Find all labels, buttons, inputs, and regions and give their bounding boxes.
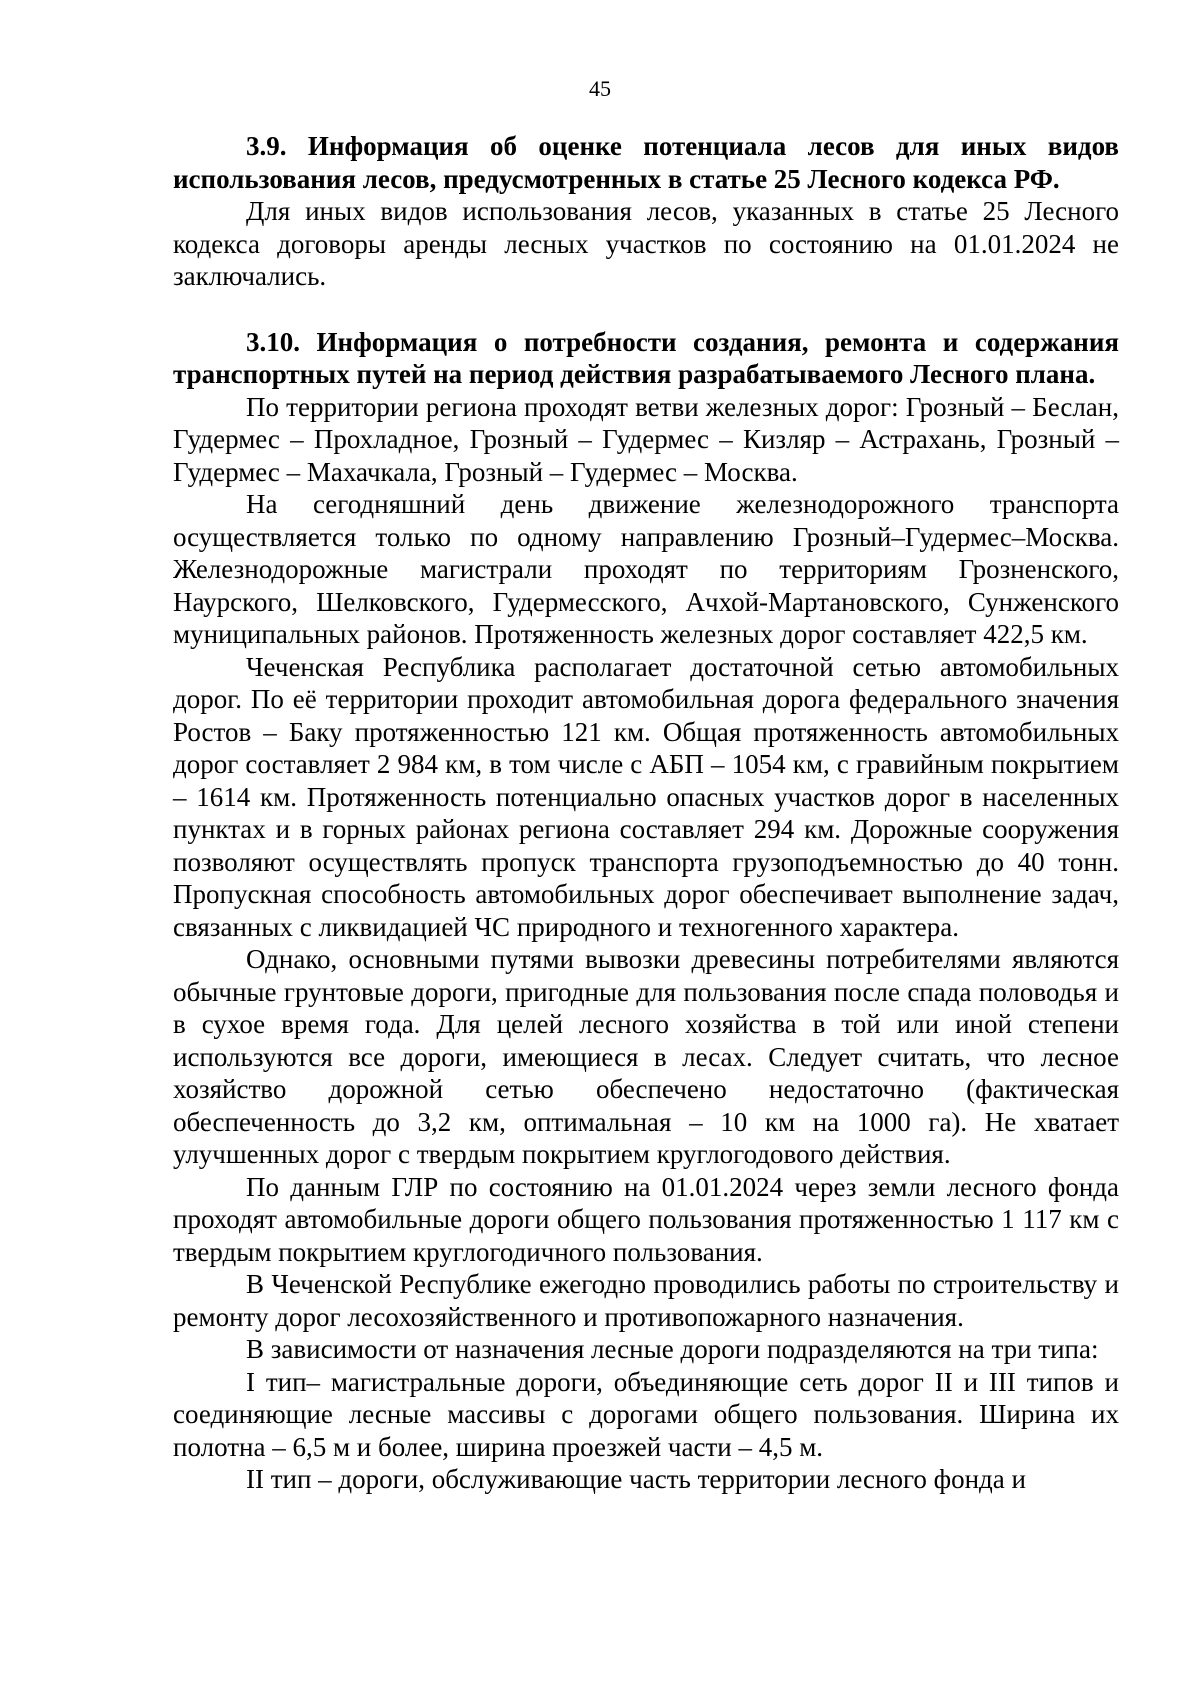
page-content xyxy=(173,130,1119,1496)
section-3-10-paragraph-glr-data: По данным ГЛР по состоянию на 01.01.2024 через земли лесного фонда проходят автомобильные дороги общего пользования протяженностью 1 117 км с твердым покрытием круглогодичного пользования. xyxy=(173,1171,1119,1267)
page-number: 45 xyxy=(589,76,611,101)
section-3-9-paragraph: Для иных видов использования лесов, указанных в статье 25 Лесного кодекса договоры аренды лесных участков по состоянию на 01.01.2024 не заключались. xyxy=(173,196,1119,291)
section-3-10-heading: 3.10. Информация о потребности создания, ремонта и содержания транспортных путей на период действия разрабатываемого Лесного плана. xyxy=(173,326,1119,389)
section-3-10-paragraph-type-1: I тип– магистральные дороги, объединяющие сеть дорог II и III типов и соединяющие лесные массивы с дорогами общего пользования. Ширина их полотна – 6,5 м и более, ширина проезжей части – 4,5 м. xyxy=(173,1366,1119,1462)
section-3-10-paragraph-construction: В Чеченской Республике ежегодно проводились работы по строительству и ремонту дорог лесохозяйственного и противопожарного назначения. xyxy=(173,1269,1119,1332)
section-3-10-paragraph-railways: По территории региона проходят ветви железных дорог: Грозный – Беслан, Гудермес – Прохладное, Грозный – Гудермес – Кизляр – Астрахань, Грозный – Гудермес – Махачкала, Грозный – Гудермес – Москва. xyxy=(173,391,1119,487)
section-3-10-paragraph-road-types: В зависимости от назначения лесные дороги подразделяются на три типа: xyxy=(246,1334,1099,1364)
section-3-9-heading: 3.9. Информация об оценке потенциала лесов для иных видов использования лесов, предусмотренных в статье 25 Лесного кодекса РФ. xyxy=(173,131,1119,194)
section-3-10-paragraph-roads: Чеченская Республика располагает достаточной сетью автомобильных дорог. По её территории проходит автомобильная дорога федерального значения Ростов – Баку протяженностью 121 км. Общая протяженность автомобильных дорог составляет 2 984 км, в том числе с АБП – 1054 км, с гравийным покрытием – 1614 км. Протяженность потенциально опасных участков дорог в населенных пунктах и в горных районах региона составляет 294 км. Дорожные сооружения позволяют осуществлять пропуск транспорта грузоподъемностью до 40 тонн. Пропускная способность автомобильных дорог обеспечивает выполнение задач, связанных с ликвидацией ЧС природного и техногенного характера. xyxy=(173,651,1119,942)
section-3-10-paragraph-rail-traffic: На сегодняшний день движение железнодорожного транспорта осуществляется только по одному направлению Грозный–Гудермес–Москва. Железнодорожные магистрали проходят по территориям Грозненского, Наурского, Шелковского, Гудермесского, Ачхой-Мартановского, Сунженского муниципальных районов. Протяженность железных дорог составляет 422,5 км. xyxy=(173,489,1119,649)
section-3-10-paragraph-type-2: II тип – дороги, обслуживающие часть территории лесного фонда и xyxy=(246,1464,1026,1494)
section-3-10-paragraph-timber-roads: Однако, основными путями вывозки древесины потребителями являются обычные грунтовые дороги, пригодные для пользования после спада половодья и в сухое время года. Для целей лесного хозяйства в той или иной степени используются все дороги, имеющиеся в лесах. Следует считать, что лесное хозяйство дорожной сетью обеспечено недостаточно (фактическая обеспеченность до 3,2 км, оптимальная – 10 км на 1000 га). Не хватает улучшенных дорог с твердым покрытием круглогодового действия. xyxy=(173,944,1119,1169)
